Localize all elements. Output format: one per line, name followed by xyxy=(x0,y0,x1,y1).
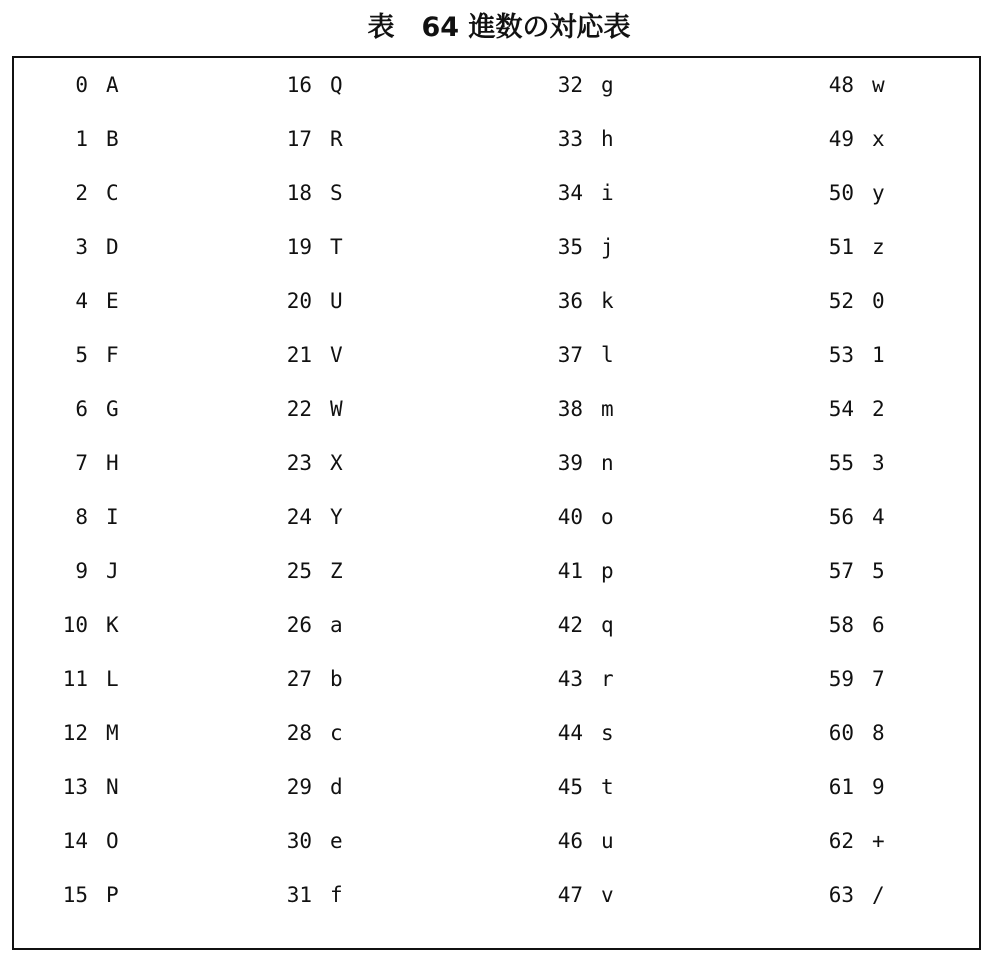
index-value: 49 xyxy=(828,127,854,151)
table-row xyxy=(810,328,892,382)
base64-character: U xyxy=(330,289,343,313)
table-row xyxy=(268,166,350,220)
table-row xyxy=(810,868,892,922)
base64-character: / xyxy=(872,883,885,907)
table-row xyxy=(268,220,350,274)
index-value: 52 xyxy=(828,289,854,313)
table-row xyxy=(539,760,621,814)
index-value: 62 xyxy=(828,829,854,853)
base64-character: + xyxy=(872,829,885,853)
index-value: 44 xyxy=(557,721,583,745)
base64-character: Y xyxy=(330,505,343,529)
table-row xyxy=(268,868,350,922)
index-value: 24 xyxy=(286,505,312,529)
base64-character: k xyxy=(601,289,614,313)
table-row xyxy=(539,814,621,868)
index-value: 19 xyxy=(286,235,312,259)
table-row xyxy=(810,220,892,274)
index-value: 54 xyxy=(828,397,854,421)
index-value: 57 xyxy=(828,559,854,583)
base64-character: P xyxy=(106,883,119,907)
base64-character: F xyxy=(106,343,119,367)
table-row xyxy=(44,328,126,382)
index-value: 56 xyxy=(828,505,854,529)
index-value: 61 xyxy=(828,775,854,799)
index-value: 2 xyxy=(75,181,88,205)
base64-character: i xyxy=(601,181,614,205)
index-value: 59 xyxy=(828,667,854,691)
index-value: 11 xyxy=(62,667,88,691)
base64-character: 7 xyxy=(872,667,885,691)
table-row xyxy=(44,868,126,922)
index-value: 27 xyxy=(286,667,312,691)
table-row xyxy=(539,112,621,166)
table-row xyxy=(539,220,621,274)
base64-character: y xyxy=(872,181,885,205)
index-value: 18 xyxy=(286,181,312,205)
base64-character: u xyxy=(601,829,614,853)
base64-character: o xyxy=(601,505,614,529)
table-title: 表 64 進数の対応表 xyxy=(367,12,631,43)
index-value: 43 xyxy=(557,667,583,691)
index-value: 26 xyxy=(286,613,312,637)
index-value: 4 xyxy=(75,289,88,313)
base64-character: g xyxy=(601,73,614,97)
index-value: 22 xyxy=(286,397,312,421)
index-value: 21 xyxy=(286,343,312,367)
table-row xyxy=(810,760,892,814)
base64-character: O xyxy=(106,829,119,853)
base64-character: l xyxy=(601,343,614,367)
table-row xyxy=(810,490,892,544)
base64-character: j xyxy=(601,235,614,259)
table-row xyxy=(539,706,621,760)
table-row xyxy=(810,58,892,112)
base64-character: a xyxy=(330,613,343,637)
table-row xyxy=(539,274,621,328)
base64-character: 0 xyxy=(872,289,885,313)
base64-character: w xyxy=(872,73,885,97)
index-value: 23 xyxy=(286,451,312,475)
table-row xyxy=(44,220,126,274)
index-value: 40 xyxy=(557,505,583,529)
table-row xyxy=(268,58,350,112)
table-row xyxy=(44,760,126,814)
index-value: 3 xyxy=(75,235,88,259)
base64-character: J xyxy=(106,559,119,583)
base64-character: H xyxy=(106,451,119,475)
table-row xyxy=(539,328,621,382)
base64-character: W xyxy=(330,397,343,421)
table-row xyxy=(44,598,126,652)
index-value: 30 xyxy=(286,829,312,853)
index-value: 34 xyxy=(557,181,583,205)
index-value: 9 xyxy=(75,559,88,583)
base64-character: 1 xyxy=(872,343,885,367)
base64-character: D xyxy=(106,235,119,259)
table-row xyxy=(268,274,350,328)
table-row xyxy=(44,382,126,436)
base64-character: 3 xyxy=(872,451,885,475)
base64-character: t xyxy=(601,775,614,799)
table-row xyxy=(268,382,350,436)
base64-character: f xyxy=(330,883,343,907)
index-value: 63 xyxy=(828,883,854,907)
index-value: 38 xyxy=(557,397,583,421)
index-value: 10 xyxy=(62,613,88,637)
table-frame xyxy=(12,56,981,950)
index-value: 37 xyxy=(557,343,583,367)
table-row xyxy=(810,598,892,652)
index-value: 53 xyxy=(828,343,854,367)
index-value: 25 xyxy=(286,559,312,583)
base64-character: E xyxy=(106,289,119,313)
index-value: 20 xyxy=(286,289,312,313)
base64-character: S xyxy=(330,181,343,205)
base64-character: L xyxy=(106,667,119,691)
table-row xyxy=(268,814,350,868)
index-value: 1 xyxy=(75,127,88,151)
index-value: 14 xyxy=(62,829,88,853)
table-row xyxy=(44,274,126,328)
index-value: 12 xyxy=(62,721,88,745)
base64-character: X xyxy=(330,451,343,475)
base64-character: q xyxy=(601,613,614,637)
base64-character: K xyxy=(106,613,119,637)
base64-table xyxy=(14,58,979,948)
table-row xyxy=(268,112,350,166)
base64-character: 6 xyxy=(872,613,885,637)
table-row xyxy=(268,706,350,760)
index-value: 51 xyxy=(828,235,854,259)
table-row xyxy=(810,436,892,490)
table-row xyxy=(44,490,126,544)
table-row xyxy=(810,652,892,706)
base64-character: T xyxy=(330,235,343,259)
table-row xyxy=(539,598,621,652)
index-value: 48 xyxy=(828,73,854,97)
index-value: 55 xyxy=(828,451,854,475)
table-row xyxy=(44,652,126,706)
table-row xyxy=(539,652,621,706)
table-row xyxy=(268,652,350,706)
base64-character: n xyxy=(601,451,614,475)
table-row xyxy=(44,544,126,598)
table-row xyxy=(44,814,126,868)
index-value: 16 xyxy=(286,73,312,97)
base64-character: A xyxy=(106,73,119,97)
base64-character: V xyxy=(330,343,343,367)
table-row xyxy=(810,544,892,598)
base64-character: Z xyxy=(330,559,343,583)
index-value: 50 xyxy=(828,181,854,205)
base64-character: r xyxy=(601,667,614,691)
table-row xyxy=(539,544,621,598)
base64-character: C xyxy=(106,181,119,205)
table-row xyxy=(268,328,350,382)
table-row xyxy=(268,436,350,490)
index-value: 0 xyxy=(75,73,88,97)
index-value: 36 xyxy=(557,289,583,313)
table-row xyxy=(44,58,126,112)
table-row xyxy=(44,436,126,490)
base64-character: 9 xyxy=(872,775,885,799)
base64-character: h xyxy=(601,127,614,151)
index-value: 8 xyxy=(75,505,88,529)
base64-character: Q xyxy=(330,73,343,97)
table-row xyxy=(539,166,621,220)
index-value: 6 xyxy=(75,397,88,421)
base64-character: I xyxy=(106,505,119,529)
table-row xyxy=(810,274,892,328)
base64-character: 8 xyxy=(872,721,885,745)
index-value: 31 xyxy=(286,883,312,907)
table-row xyxy=(539,382,621,436)
base64-character: R xyxy=(330,127,343,151)
index-value: 28 xyxy=(286,721,312,745)
base64-character: B xyxy=(106,127,119,151)
index-value: 35 xyxy=(557,235,583,259)
base64-character: d xyxy=(330,775,343,799)
base64-character: s xyxy=(601,721,614,745)
base64-character: M xyxy=(106,721,119,745)
base64-character: 2 xyxy=(872,397,885,421)
index-value: 39 xyxy=(557,451,583,475)
table-row xyxy=(810,814,892,868)
table-row xyxy=(810,706,892,760)
index-value: 13 xyxy=(62,775,88,799)
table-row xyxy=(268,598,350,652)
index-value: 7 xyxy=(75,451,88,475)
table-row xyxy=(810,382,892,436)
base64-character: v xyxy=(601,883,614,907)
table-row xyxy=(268,490,350,544)
index-value: 33 xyxy=(557,127,583,151)
table-row xyxy=(810,166,892,220)
index-value: 42 xyxy=(557,613,583,637)
base64-character: 5 xyxy=(872,559,885,583)
index-value: 46 xyxy=(557,829,583,853)
index-value: 5 xyxy=(75,343,88,367)
table-row xyxy=(539,868,621,922)
index-value: 15 xyxy=(62,883,88,907)
index-value: 41 xyxy=(557,559,583,583)
base64-character: G xyxy=(106,397,119,421)
table-row xyxy=(810,112,892,166)
base64-character: x xyxy=(872,127,885,151)
table-row xyxy=(539,436,621,490)
base64-character: z xyxy=(872,235,885,259)
index-value: 47 xyxy=(557,883,583,907)
table-row xyxy=(539,58,621,112)
table-row xyxy=(44,706,126,760)
table-row xyxy=(44,112,126,166)
index-value: 58 xyxy=(828,613,854,637)
base64-character: p xyxy=(601,559,614,583)
base64-character: m xyxy=(601,397,614,421)
table-row xyxy=(44,166,126,220)
base64-character: e xyxy=(330,829,343,853)
index-value: 17 xyxy=(286,127,312,151)
index-value: 29 xyxy=(286,775,312,799)
table-row xyxy=(268,760,350,814)
table-row xyxy=(268,544,350,598)
base64-character: 4 xyxy=(872,505,885,529)
base64-character: b xyxy=(330,667,343,691)
base64-character: c xyxy=(330,721,343,745)
index-value: 32 xyxy=(557,73,583,97)
base64-character: N xyxy=(106,775,119,799)
table-row xyxy=(539,490,621,544)
index-value: 45 xyxy=(557,775,583,799)
index-value: 60 xyxy=(828,721,854,745)
